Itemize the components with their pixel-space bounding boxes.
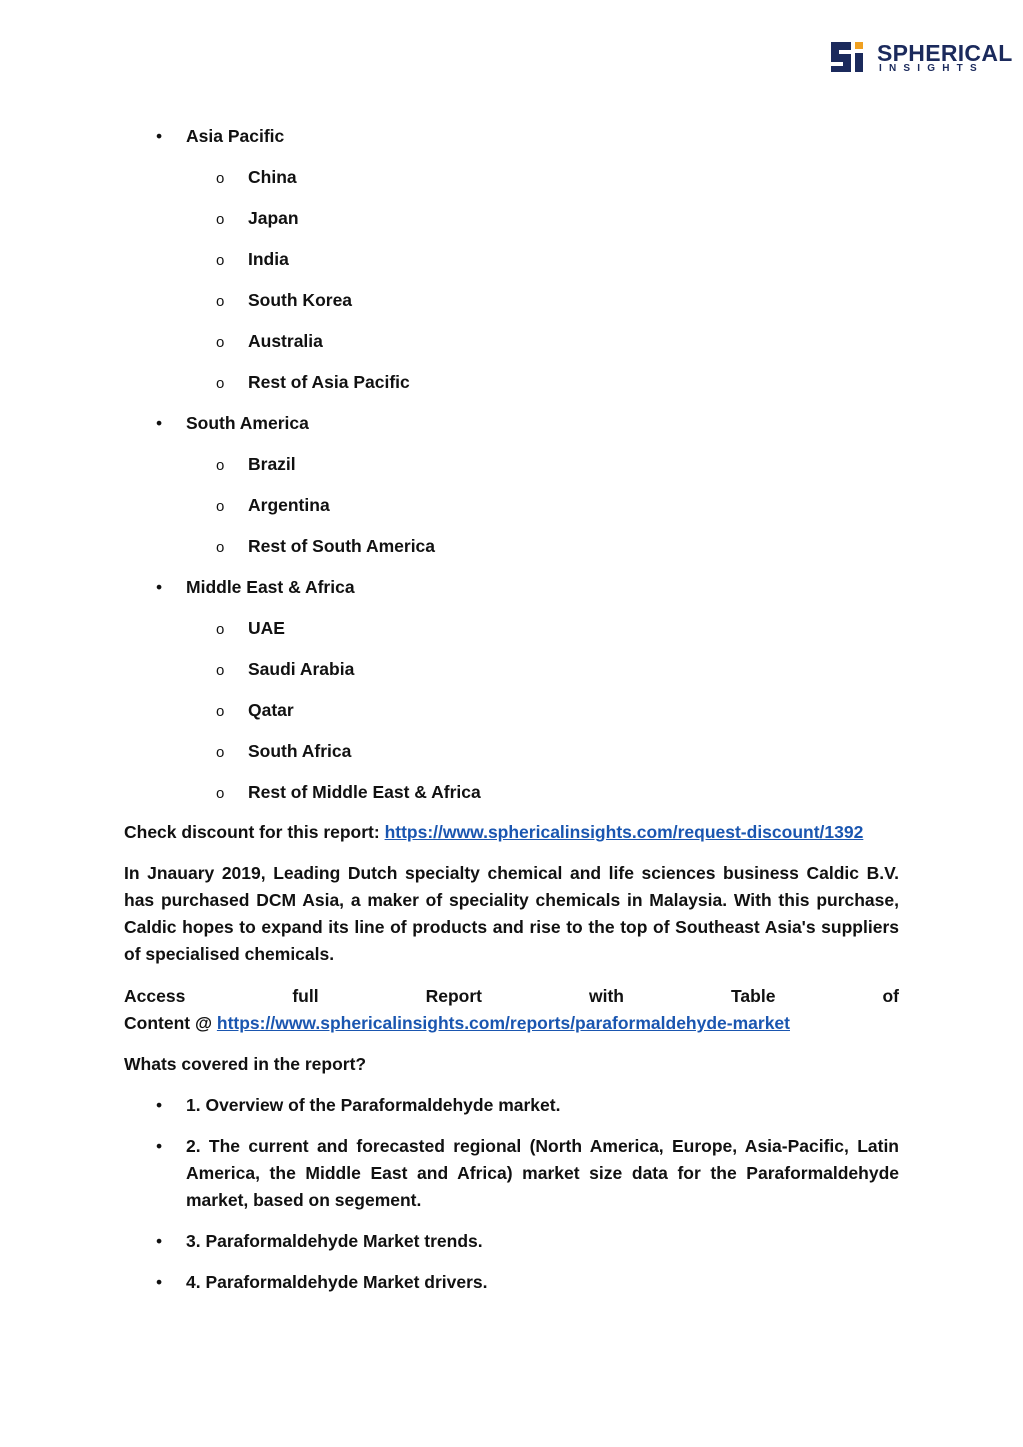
country-item: o Japan (248, 205, 299, 232)
country-item: o South Africa (248, 738, 351, 765)
access-report-line (124, 983, 899, 1010)
country-item: o Australia (248, 328, 323, 355)
country-item: o South Korea (248, 287, 352, 314)
country-item: o Brazil (248, 451, 296, 478)
news-paragraph: In Jnauary 2019, Leading Dutch specialty chemical and life sciences business Caldic B.V. has purchased DCM Asia, a maker of speciality chemicals in Malaysia. With this purchase, Caldic hopes to expand its line of products and rise to the top of Southeast Asia's suppliers of specialised chemicals. (124, 863, 899, 964)
report-link[interactable]: https://www.sphericalinsights.com/reports/paraformaldehyde-market (216, 1013, 790, 1033)
access-word: Access (124, 986, 186, 1006)
access-prefix: Content @ (124, 1013, 217, 1033)
country-item: o Saudi Arabia (248, 656, 354, 683)
covered-item: • 1. Overview of the Paraformaldehyde market. (186, 1092, 899, 1119)
access-word: full (292, 986, 319, 1006)
region-middle-east-africa: • Middle East & Africa (186, 574, 355, 601)
country-item: o Rest of Asia Pacific (248, 369, 410, 396)
covered-heading: Whats covered in the report? (124, 1054, 367, 1074)
covered-item: • 2. The current and forecasted regional (North America, Europe, Asia-Pacific, Latin America, the Middle East and Africa) market size data for the Paraformaldehyde market, based on segement. (186, 1133, 899, 1214)
spherical-insights-logo (829, 40, 1013, 76)
country-item: o Rest of Middle East & Africa (248, 779, 481, 806)
access-word: with (589, 986, 624, 1006)
access-word: Report (425, 986, 482, 1006)
covered-item: • 4. Paraformaldehyde Market drivers. (186, 1269, 899, 1296)
access-link-line (124, 1010, 899, 1037)
country-item: o China (248, 164, 297, 191)
country-item: o Qatar (248, 697, 294, 724)
logo-mark-icon (829, 40, 867, 76)
discount-link[interactable]: https://www.sphericalinsights.com/request-discount/1392 (384, 822, 864, 842)
discount-line (124, 819, 899, 846)
country-item: o Rest of South America (248, 533, 435, 560)
country-item: o India (248, 246, 289, 273)
logo-sub-text: INSIGHTS (879, 63, 984, 74)
country-item: o Argentina (248, 492, 330, 519)
access-report-block (124, 983, 899, 1037)
access-word: of (882, 986, 899, 1006)
region-asia-pacific: • Asia Pacific (186, 123, 284, 150)
country-item: o UAE (248, 615, 285, 642)
region-south-america: • South America (186, 410, 309, 437)
discount-label: Check discount for this report: (124, 822, 385, 842)
access-word: Table (731, 986, 776, 1006)
covered-item: • 3. Paraformaldehyde Market trends. (186, 1228, 899, 1255)
logo-brand-text: SPHERICAL (877, 40, 1013, 66)
